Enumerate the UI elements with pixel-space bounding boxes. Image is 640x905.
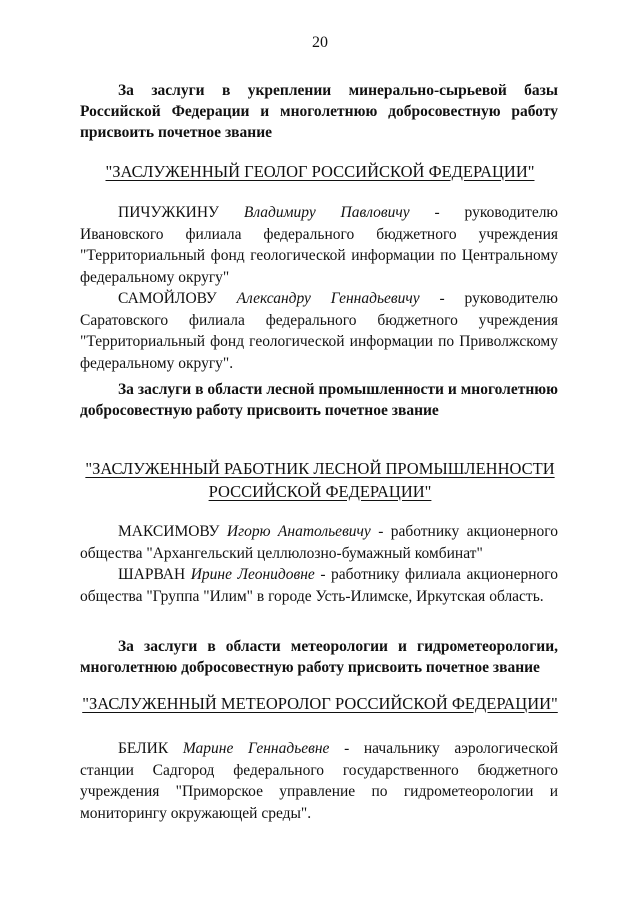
entry-given-names: Ирине Леонидовне xyxy=(190,566,315,583)
entry-surname: МАКСИМОВУ xyxy=(118,523,220,540)
section-1-title xyxy=(60,160,580,183)
section-2-title xyxy=(60,457,580,503)
page-number: 20 xyxy=(312,34,328,51)
entry-description: - начальнику аэрологической станции Садгород федерального государственного бюджетного учреждения "Приморское управление по гидрометеорологии и мониторингу окружающей среды". xyxy=(80,740,559,822)
entry-surname: БЕЛИК xyxy=(118,740,169,757)
section-1-entry-1 xyxy=(80,202,558,288)
entry-given-names: Игорю Анатольевичу xyxy=(226,523,371,540)
entry-surname: ПИЧУЖКИНУ xyxy=(118,204,220,221)
entry-description: - руководителю Ивановского филиала федерального бюджетного учреждения "Территориальный фонд геологической информации по Центральному федеральному округу" xyxy=(80,204,559,286)
entry-description: - работнику филиала акционерного общества "Группа "Илим" в городе Усть-Илимске, Иркутская область. xyxy=(80,566,558,605)
entry-surname: ШАРВАН xyxy=(118,566,186,583)
entry-given-names: Александру Геннадьевичу xyxy=(236,290,420,307)
section-2-title-line-2: РОССИЙСКОЙ ФЕДЕРАЦИИ" xyxy=(208,482,432,501)
section-2-lead: За заслуги в области лесной промышленности и многолетнюю добросовестную работу присвоить почетное звание xyxy=(80,381,558,419)
section-1-entry-2 xyxy=(80,288,558,374)
entry-description: - руководителю Саратовского филиала федерального бюджетного учреждения "Территориальный фонд геологической информации по Приволжскому федеральному округу". xyxy=(80,290,558,372)
section-2-entry-2 xyxy=(80,564,558,607)
section-3-title xyxy=(60,692,580,715)
section-2-title-line-1: "ЗАСЛУЖЕННЫЙ РАБОТНИК ЛЕСНОЙ ПРОМЫШЛЕННОСТИ xyxy=(85,459,555,478)
section-3-entry-1 xyxy=(80,738,558,824)
entry-given-names: Владимиру Павловичу xyxy=(243,204,410,221)
entry-surname: САМОЙЛОВУ xyxy=(118,290,217,307)
section-3-lead: За заслуги в области метеорологии и гидрометеорологии, многолетнюю добросовестную работу присвоить почетное звание xyxy=(80,638,558,676)
section-1-title-line-1: "ЗАСЛУЖЕННЫЙ ГЕОЛОГ РОССИЙСКОЙ ФЕДЕРАЦИИ" xyxy=(105,162,535,181)
entry-given-names: Марине Геннадьевне xyxy=(182,740,330,757)
section-1-lead: За заслуги в укреплении минерально-сырьевой базы Российской Федерации и многолетнюю добросовестную работу присвоить почетное звание xyxy=(80,82,558,141)
entry-description: - работнику акционерного общества "Архангельский целлюлозно-бумажный комбинат" xyxy=(80,523,559,562)
section-3-title-line-1: "ЗАСЛУЖЕННЫЙ МЕТЕОРОЛОГ РОССИЙСКОЙ ФЕДЕРАЦИИ" xyxy=(82,694,558,713)
section-2-entry-1 xyxy=(80,521,558,564)
